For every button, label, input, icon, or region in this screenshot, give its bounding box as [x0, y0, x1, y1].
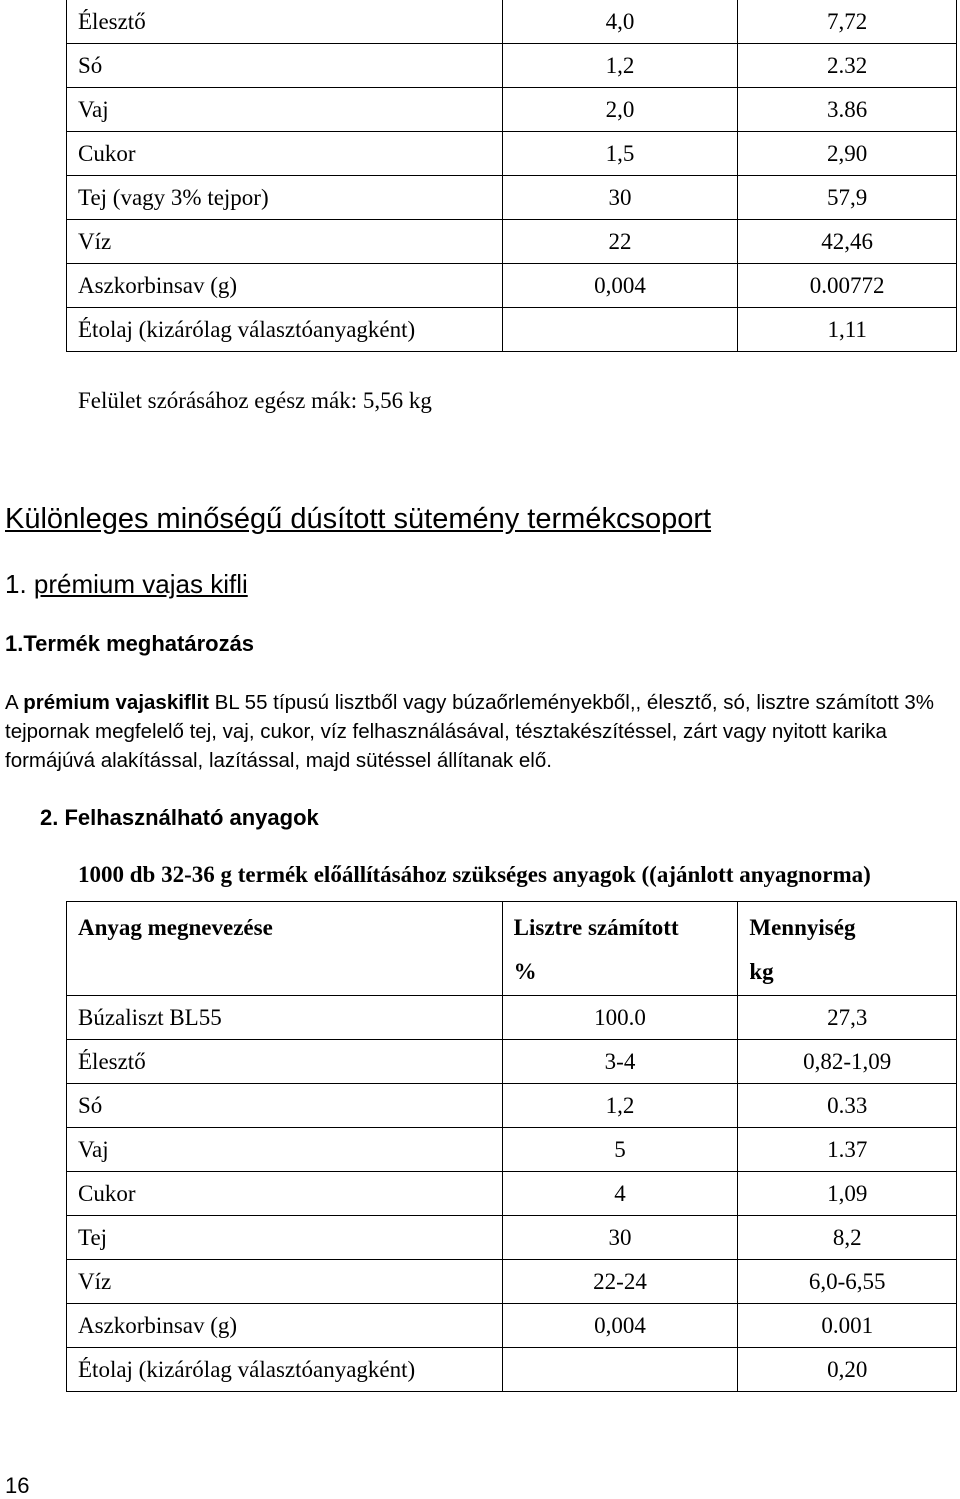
table-row	[67, 264, 957, 308]
table-row	[67, 176, 957, 220]
cell-ingredient: Tej	[67, 1216, 503, 1260]
cell-percent: 3-4	[502, 1040, 738, 1084]
ingredients-table-body	[67, 0, 957, 352]
definition-heading: 1.Termék meghatározás	[5, 631, 255, 656]
header-name: Anyag megnevezése	[67, 902, 503, 996]
definition-text: BL 55 típusú lisztből vagy búzaőrleményekből,, élesztő, só, lisztre számított 3% tejpornak megfelelő tej, vaj, cukor, víz felhasználásával, tésztakészítéssel, zárt vagy nyitott karika formájúvá alakítással, lazítással, majd sütéssel állítanak elő.	[5, 691, 935, 772]
header-percent	[502, 902, 738, 996]
cell-quantity: 8,2	[738, 1216, 957, 1260]
cell-ingredient: Só	[67, 1084, 503, 1128]
cell-ingredient: Étolaj (kizárólag választóanyagként)	[67, 308, 503, 352]
table-row	[67, 1348, 957, 1392]
cell-percent	[502, 1348, 738, 1392]
header-quantity-line1: Mennyiség	[749, 915, 856, 940]
cell-percent: 2,0	[502, 88, 738, 132]
ingredients-table-body	[67, 902, 957, 1392]
header-quantity	[738, 902, 957, 996]
cell-quantity: 42,46	[738, 220, 957, 264]
header-quantity-line2: kg	[749, 959, 774, 984]
definition-product-name: prémium vajaskiflit	[23, 691, 209, 714]
cell-percent: 0,004	[502, 1304, 738, 1348]
cell-percent: 22-24	[502, 1260, 738, 1304]
topping-note: Felület szórásához egész mák: 5,56 kg	[78, 388, 432, 413]
ingredients-table-previous	[66, 0, 957, 352]
table-row	[67, 88, 957, 132]
table-row	[67, 308, 957, 352]
table-row	[67, 220, 957, 264]
cell-quantity: 0,82-1,09	[738, 1040, 957, 1084]
cell-quantity: 27,3	[738, 996, 957, 1040]
product-number: 1.	[5, 569, 27, 599]
cell-percent: 0,004	[502, 264, 738, 308]
cell-quantity: 1.37	[738, 1128, 957, 1172]
cell-ingredient: Víz	[67, 1260, 503, 1304]
cell-ingredient: Aszkorbinsav (g)	[67, 264, 503, 308]
cell-ingredient: Búzaliszt BL55	[67, 996, 503, 1040]
table-row	[67, 1260, 957, 1304]
cell-percent: 30	[502, 1216, 738, 1260]
materials-heading: 2. Felhasználható anyagok	[40, 805, 319, 830]
cell-quantity: 7,72	[738, 0, 957, 44]
cell-ingredient: Cukor	[67, 1172, 503, 1216]
cell-ingredient: Élesztő	[67, 1040, 503, 1084]
cell-quantity: 1,09	[738, 1172, 957, 1216]
cell-quantity: 0.001	[738, 1304, 957, 1348]
cell-percent: 30	[502, 176, 738, 220]
header-percent-line1: Lisztre számított	[513, 915, 679, 940]
table-row	[67, 44, 957, 88]
cell-percent: 1,2	[502, 1084, 738, 1128]
table-row	[67, 1304, 957, 1348]
table-row	[67, 132, 957, 176]
table-row	[67, 1040, 957, 1084]
header-percent-line2: %	[513, 959, 537, 984]
cell-quantity: 0,20	[738, 1348, 957, 1392]
table-row	[67, 1172, 957, 1216]
definition-lead: A	[5, 691, 24, 714]
cell-quantity: 3.86	[738, 88, 957, 132]
cell-ingredient: Élesztő	[67, 0, 503, 44]
definition-paragraph	[5, 688, 945, 775]
cell-percent: 1,5	[502, 132, 738, 176]
product-title: prémium vajas kifli	[33, 569, 248, 599]
section-heading: Különleges minőségű dúsított sütemény termékcsoport	[5, 503, 712, 535]
cell-quantity: 0.33	[738, 1084, 957, 1128]
cell-quantity: 0.00772	[738, 264, 957, 308]
cell-ingredient: Só	[67, 44, 503, 88]
table-header-row	[67, 902, 957, 996]
requirement-line: 1000 db 32-36 g termék előállításához szükséges anyagok ((ajánlott anyagnorma)	[78, 862, 871, 887]
cell-quantity: 2,90	[738, 132, 957, 176]
ingredients-table	[66, 901, 957, 1392]
cell-percent: 22	[502, 220, 738, 264]
page-number: 16	[5, 1473, 30, 1498]
cell-quantity: 2.32	[738, 44, 957, 88]
cell-percent: 4	[502, 1172, 738, 1216]
table-row	[67, 1216, 957, 1260]
cell-percent: 5	[502, 1128, 738, 1172]
cell-ingredient: Étolaj (kizárólag választóanyagként)	[67, 1348, 503, 1392]
cell-ingredient: Cukor	[67, 132, 503, 176]
cell-ingredient: Víz	[67, 220, 503, 264]
cell-quantity: 6,0-6,55	[738, 1260, 957, 1304]
cell-quantity: 57,9	[738, 176, 957, 220]
table-row	[67, 996, 957, 1040]
cell-ingredient: Vaj	[67, 88, 503, 132]
cell-percent	[502, 308, 738, 352]
cell-percent: 100.0	[502, 996, 738, 1040]
table-row	[67, 1128, 957, 1172]
cell-ingredient: Aszkorbinsav (g)	[67, 1304, 503, 1348]
table-row	[67, 0, 957, 44]
product-heading	[5, 569, 248, 600]
cell-percent: 1,2	[502, 44, 738, 88]
cell-percent: 4,0	[502, 0, 738, 44]
cell-ingredient: Vaj	[67, 1128, 503, 1172]
cell-ingredient: Tej (vagy 3% tejpor)	[67, 176, 503, 220]
cell-quantity: 1,11	[738, 308, 957, 352]
table-row	[67, 1084, 957, 1128]
